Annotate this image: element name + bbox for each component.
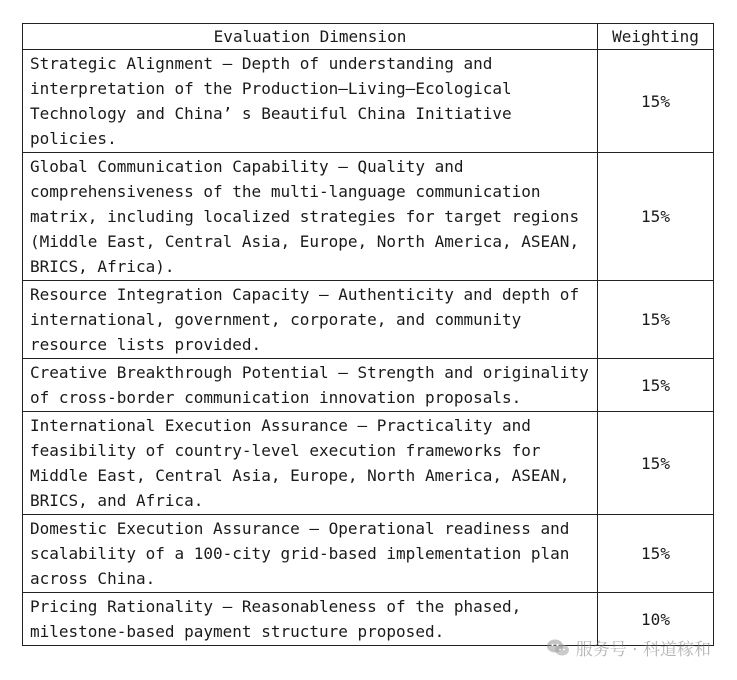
dimension-cell: International Execution Assurance – Practicality and feasibility of country-level execution frameworks for Middle East, Central Asia, Europe, North America, ASEAN, BRICS, and Africa. [23,412,598,515]
evaluation-table [22,23,714,646]
dimension-cell: Pricing Rationality – Reasonableness of the phased, milestone-based payment structure proposed. [23,593,598,646]
table-row [23,515,714,593]
watermark-text: 服务号 · 科道稼和 [575,640,711,660]
weight-cell: 15% [598,359,714,412]
dimension-cell: Creative Breakthrough Potential – Strength and originality of cross-border communication innovation proposals. [23,359,598,412]
dimension-cell: Global Communication Capability – Quality and comprehensiveness of the multi-language communication matrix, including localized strategies for target regions (Middle East, Central Asia, Europe, North America, ASEAN, BRICS, Africa). [23,153,598,281]
weight-cell: 15% [598,515,714,593]
dimension-cell: Domestic Execution Assurance – Operational readiness and scalability of a 100-city grid-based implementation plan across China. [23,515,598,593]
table-row [23,281,714,359]
table-row [23,153,714,281]
table-row [23,50,714,153]
table-row [23,359,714,412]
weight-cell: 15% [598,153,714,281]
dimension-cell: Resource Integration Capacity – Authenticity and depth of international, government, corporate, and community resource lists provided. [23,281,598,359]
header-weighting: Weighting [598,24,714,50]
wechat-icon [546,638,570,658]
table-header-row [23,24,714,50]
weight-cell: 15% [598,50,714,153]
weight-cell: 10% [598,593,714,646]
dimension-cell: Strategic Alignment – Depth of understanding and interpretation of the Production–Living–Ecological Technology and China’ s Beautiful China Initiative policies. [23,50,598,153]
weight-cell: 15% [598,412,714,515]
weight-cell: 15% [598,281,714,359]
header-evaluation-dimension: Evaluation Dimension [23,24,598,50]
watermark [546,635,711,660]
table-row [23,412,714,515]
